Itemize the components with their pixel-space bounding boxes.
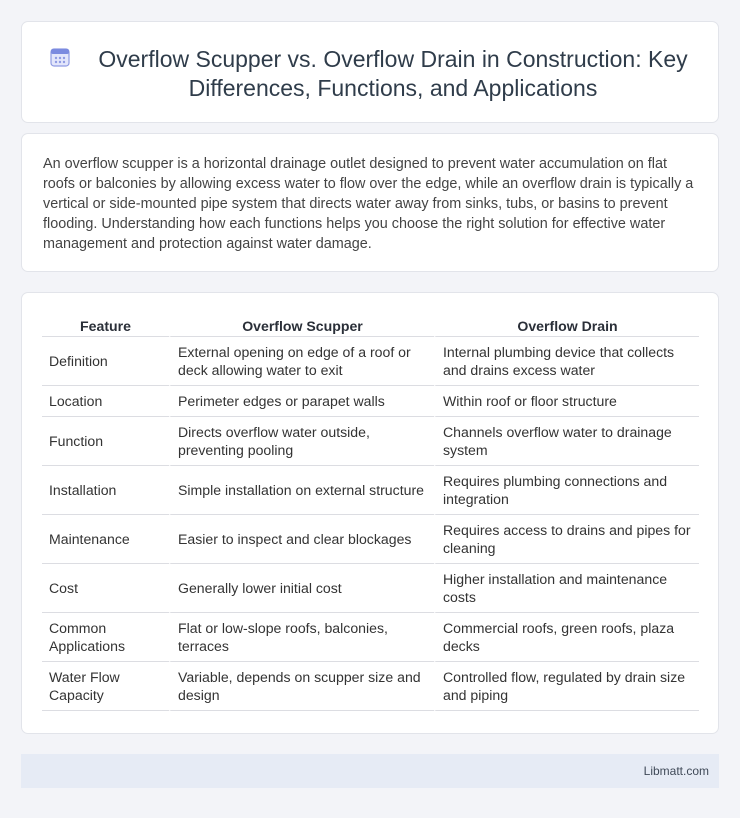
scupper-cell: Perimeter edges or parapet walls [169, 386, 434, 417]
footer-brand[interactable]: Libmatt.com [643, 764, 709, 778]
drain-cell: Higher installation and maintenance costs [434, 564, 699, 613]
drain-cell: Internal plumbing device that collects and drains excess water [434, 337, 699, 386]
drain-cell: Controlled flow, regulated by drain size and piping [434, 662, 699, 711]
drain-cell: Within roof or floor structure [434, 386, 699, 417]
scupper-cell: External opening on edge of a roof or deck allowing water to exit [169, 337, 434, 386]
table-row [42, 337, 699, 386]
feature-cell: Cost [42, 564, 169, 613]
table-row [42, 515, 699, 564]
feature-cell: Function [42, 417, 169, 466]
drain-cell: Requires plumbing connections and integration [434, 466, 699, 515]
scupper-cell: Flat or low-slope roofs, balconies, terraces [169, 613, 434, 662]
scupper-cell: Easier to inspect and clear blockages [169, 515, 434, 564]
feature-cell: Location [42, 386, 169, 417]
table-row [42, 417, 699, 466]
scupper-cell: Variable, depends on scupper size and design [169, 662, 434, 711]
table-row [42, 466, 699, 515]
scupper-cell: Generally lower initial cost [169, 564, 434, 613]
drain-cell: Commercial roofs, green roofs, plaza decks [434, 613, 699, 662]
intro-paragraph: An overflow scupper is a horizontal drainage outlet designed to prevent water accumulation on flat roofs or balconies by allowing excess water to flow over the edge, while an overflow drain is typically a vertical or side-mounted pipe system that directs water away from sinks, tubs, or basins to prevent flooding. Understanding how each functions helps you choose the right solution for effective water management and protection against water damage. [43, 156, 694, 252]
drain-cell: Channels overflow water to drainage system [434, 417, 699, 466]
table-row [42, 386, 699, 417]
header-overflow-scupper: Overflow Scupper [169, 314, 434, 337]
scupper-cell: Simple installation on external structure [169, 466, 434, 515]
table-header-row [42, 314, 699, 337]
feature-cell: Common Applications [42, 613, 169, 662]
table-row [42, 564, 699, 613]
drain-cell: Requires access to drains and pipes for cleaning [434, 515, 699, 564]
table-row [42, 613, 699, 662]
feature-cell: Water Flow Capacity [42, 662, 169, 711]
table-row [42, 662, 699, 711]
footer-bar [21, 754, 719, 788]
page-title: Overflow Scupper vs. Overflow Drain in Construction: Key Differences, Functions, and Applications [98, 46, 688, 101]
comparison-table [42, 314, 699, 711]
comparison-card [21, 292, 719, 734]
calendar-icon [49, 46, 71, 68]
feature-cell: Installation [42, 466, 169, 515]
feature-cell: Maintenance [42, 515, 169, 564]
intro-card [21, 133, 719, 272]
header-feature: Feature [42, 314, 169, 337]
feature-cell: Definition [42, 337, 169, 386]
scupper-cell: Directs overflow water outside, preventing pooling [169, 417, 434, 466]
header-overflow-drain: Overflow Drain [434, 314, 699, 337]
title-card [21, 21, 719, 123]
